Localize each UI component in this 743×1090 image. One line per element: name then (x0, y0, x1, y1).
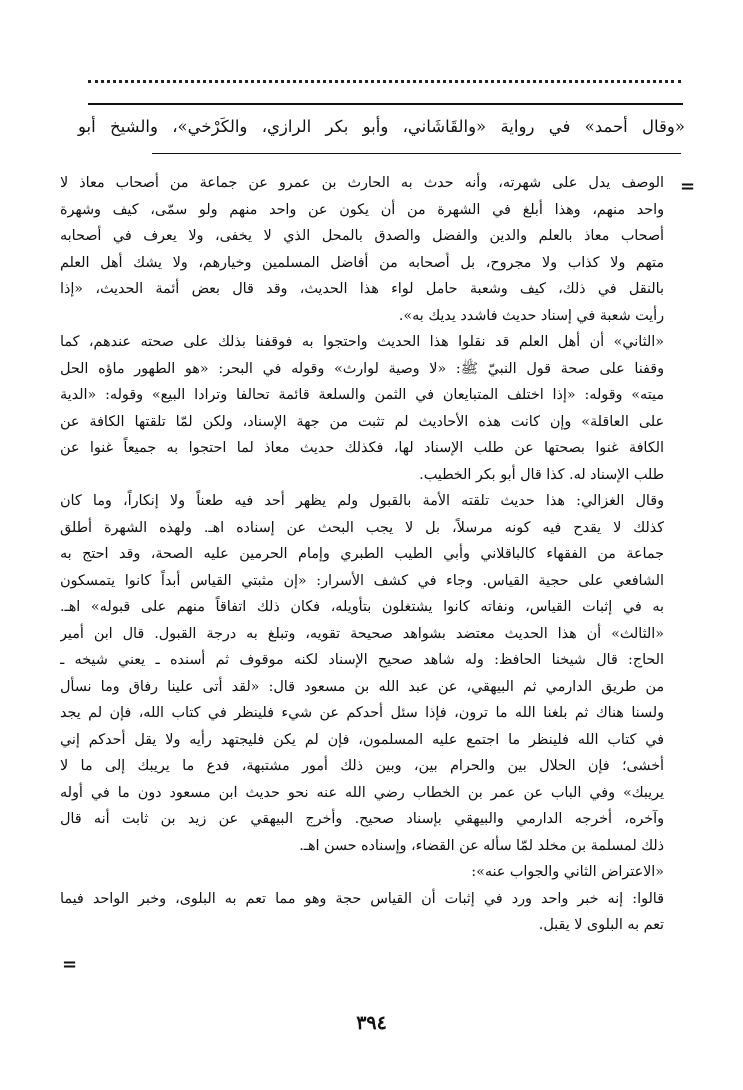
text-line: تعم به البلوى لا يقبل. (538, 917, 664, 933)
page-number: ٣٩٤ (356, 1012, 387, 1034)
text-line: أصحاب معاذ بالعلم والدين والفضل والصدق بالمحل الذي لا يخفى، ولا يعرف في أصحابه (60, 228, 664, 244)
text-line: ذلك لمسلمة بن مخلد لمّا سأله عن القضاء، وإسناده حسن اهـ. (299, 837, 664, 854)
text-line: في كتاب الله فلينظر ما اجتمع عليه المسلمون، فإن لم يكن فليجتهد رأيه ولا يقل أحدكم إني (60, 731, 664, 748)
text-line: يريبك» وفي الباب عن عمر بن الخطاب رضي الله عنه نحو حديث ابن مسعود دون ما في أوله (60, 784, 664, 801)
text-line: بالنقل في ذلك، كيف وشعبة حامل لواء هذا الحديث، وقد قال بعض أئمة الحديث، «إذا (60, 281, 664, 297)
text-line: رأيت شعبة في إسناد حديث فاشدد يديك به». (398, 307, 664, 324)
text-line: الحاج: قال شيخنا الحافظ: وله شاهد صحيح الإسناد لكنه موقوف ثم أسنده ـ يعني شيخه ـ (60, 652, 664, 668)
body-text (60, 170, 664, 939)
text-line: وآخره، أخرجه الدارمي والبيهقي بإسناد صحيح. وأخرج البيهقي عن زيد بن ثابت أنه قال (60, 811, 664, 827)
header-rule (88, 103, 683, 105)
text-line: قالوا: إنه خبر واحد ورد في إثبات أن القياس حجة وهو مما تعم به البلوى، وخبر الواحد فيما (60, 890, 664, 907)
text-line: كذلك لا يقدح فيه كونه مرسلاً، بل لا يجب البحث عن إسناده اهـ. ولهذه الشهرة أطلق (60, 519, 664, 536)
text-line: وقال الغزالي: هذا حديث تلقته الأمة بالقبول ولم يظهر أحد فيه طعناً ولا إنكاراً، وما كان (60, 493, 664, 509)
text-line: الكافة غنوا بصحتها عن طلب الإسناد لها، فكذلك حديث معاذ لما احتجوا به جميعاً غنوا عن (60, 440, 664, 456)
dotted-separator (88, 80, 681, 87)
text-line: «الثالث» أن هذا الحديث معتضد بشواهد صحيحة تقويه، وتبلغ به درجة القبول. قال ابن أمير (60, 625, 664, 642)
text-line: «الثاني» أن أهل العلم قد نقلوا هذا الحديث واحتجوا به فوقفنا بذلك على صحته عندهم، كما (60, 334, 664, 350)
text-line: ميته» وقوله: «إذا اختلف المتبايعان في الثمن والسلعة قائمة تحالفا وترادا البيع» وقوله: «الدية (60, 387, 664, 403)
continuation-marker-bottom: = (62, 954, 78, 975)
text-line: به في إثبات القياس، ونفاته كانوا يشتغلون بتأويله، فكان ذلك اتفاقاً منهم على قبوله» اهـ. (60, 599, 664, 615)
text-line: وقفنا على صحة قول النبيّ ﷺ: «لا وصية لوارث» وقوله في البحر: «هو الطهور ماؤه الحل (60, 360, 664, 377)
header-underline (152, 153, 681, 154)
continuation-marker-top: = (680, 176, 696, 197)
text-line: من طريق الدارمي ثم البيهقي، عن عبد الله بن مسعود قال: «لقد أتى علينا رفاق وما نسأل (60, 678, 664, 695)
running-header: «وقال أحمد» في رواية «والقَاشَاني، وأبو بكر الرازي، والكَرْخي»، والشيخ أبو (78, 117, 685, 136)
text-line: جماعة من الفقهاء كالباقلاني وأبي الطيب الطبري وإمام الحرمين عليه الصحة، وقد احتج به (60, 546, 664, 562)
text-line: الشافعي على حجية القياس. وجاء في كشف الأسرار: «إن مثبتي القياس أبداً كانوا يتمسكون (60, 572, 664, 589)
text-line: واحد منهم، وهذا أبلغ في الشهرة من أن يكون عن واحد منهم ولو سمّى، كيف وشهرة (60, 201, 664, 218)
text-line: الوصف يدل على شهرته، وأنه حدث به الحارث بن عمرو عن جماعة من أصحاب معاذ لا (60, 175, 664, 191)
section-heading: «الاعتراض الثاني والجواب عنه»: (471, 864, 664, 880)
text-line: طلب الإسناد له. كذا قال أبو بكر الخطيب. (419, 466, 664, 483)
text-line: على العاقلة» وإن كانت هذه الأحاديث لم تثبت من جهة الإسناد، ولكن لمّا تلقتها الكافة عن (60, 413, 664, 430)
text-line: متهم ولا كذاب ولا مجروح، بل أصحابه من أفاضل المسلمين وخيارهم، ولا يشك أهل العلم (60, 254, 664, 271)
text-line: أخشى؛ فإن الحلال بين والحرام بين، وبين ذلك أمور مشتبهة، فدع ما يريبك إلى ما لا (60, 758, 664, 774)
text-line: ولسنا هناك ثم بلغنا الله ما ترون، فإذا سئل أحدكم عن شيء فلينظر في كتاب الله، فإن لم يجد (60, 705, 664, 721)
